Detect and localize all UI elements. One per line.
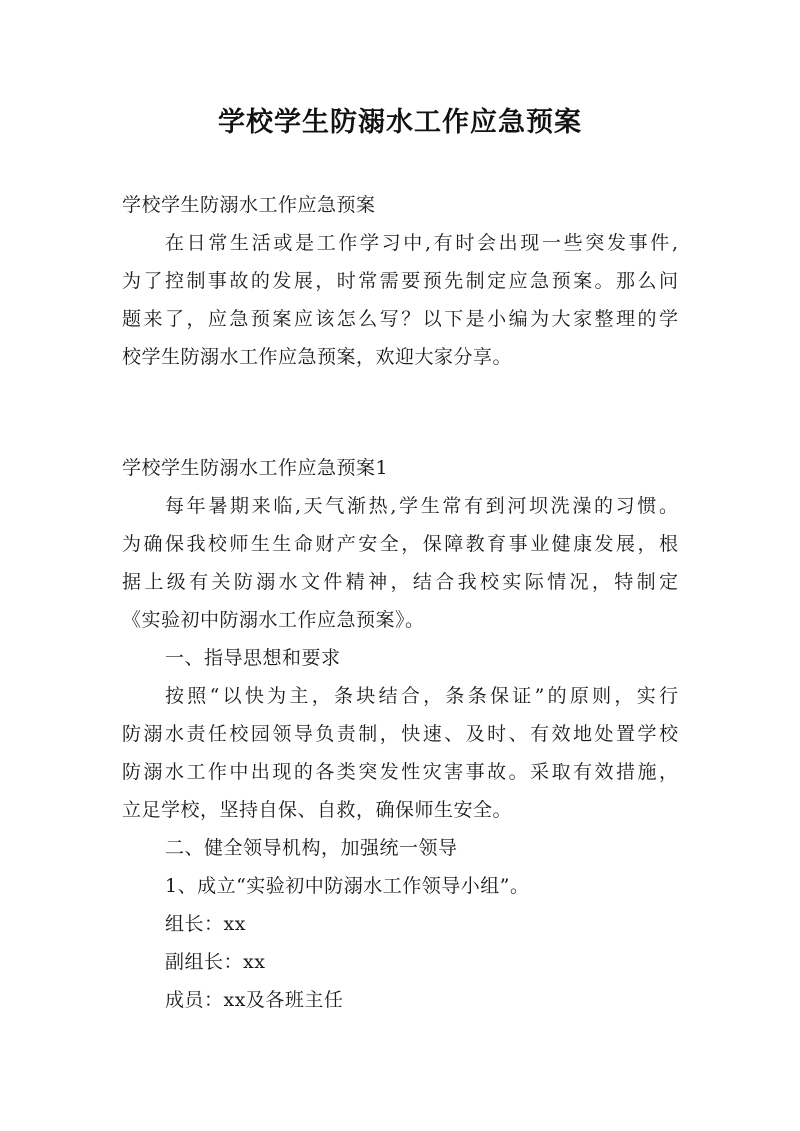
heading-leadership: 二、健全领导机构，加强统一领导 [165, 837, 458, 859]
section-para-line-4: 《实验初中防溺水工作应急预案》。 [122, 609, 425, 631]
para2-line-1: 按照“以快为主，条块结合，条条保证”的原则，实行 [165, 685, 678, 707]
para2-line-2: 防溺水责任校园领导负责制，快速、及时、有效地处置学校 [122, 723, 678, 745]
intro-line-3: 题来了，应急预案应该怎么写？以下是小编为大家整理的学 [122, 308, 678, 330]
para2-line-4: 立足学校，坚持自保、自救，确保师生安全。 [122, 799, 513, 821]
subtitle: 学校学生防溺水工作应急预案 [122, 194, 376, 216]
section-title: 学校学生防溺水工作应急预案1 [122, 457, 389, 479]
group-members: 成员：xx及各班主任 [165, 989, 344, 1011]
section-para-line-1: 每年暑期来临,天气渐热,学生常有到河坝洗澡的习惯。 [165, 495, 678, 517]
group-leader: 组长：xx [165, 913, 246, 935]
item-establish-group: 1、成立“实验初中防溺水工作领导小组”。 [165, 875, 530, 897]
deputy-leader: 副组长：xx [165, 951, 266, 973]
intro-line-4: 校学生防溺水工作应急预案，欢迎大家分享。 [122, 346, 513, 368]
document-title: 学校学生防溺水工作应急预案 [218, 107, 582, 138]
section-para-line-2: 为确保我校师生生命财产安全，保障教育事业健康发展，根 [122, 533, 678, 555]
intro-line-2: 为了控制事故的发展，时常需要预先制定应急预案。那么问 [122, 270, 678, 292]
section-para-line-3: 据上级有关防溺水文件精神，结合我校实际情况，特制定 [122, 571, 678, 593]
intro-line-1: 在日常生活或是工作学习中,有时会出现一些突发事件, [165, 232, 678, 254]
heading-guiding-thought: 一、指导思想和要求 [165, 647, 341, 669]
para2-line-3: 防溺水工作中出现的各类突发性灾害事故。采取有效措施， [122, 761, 678, 783]
